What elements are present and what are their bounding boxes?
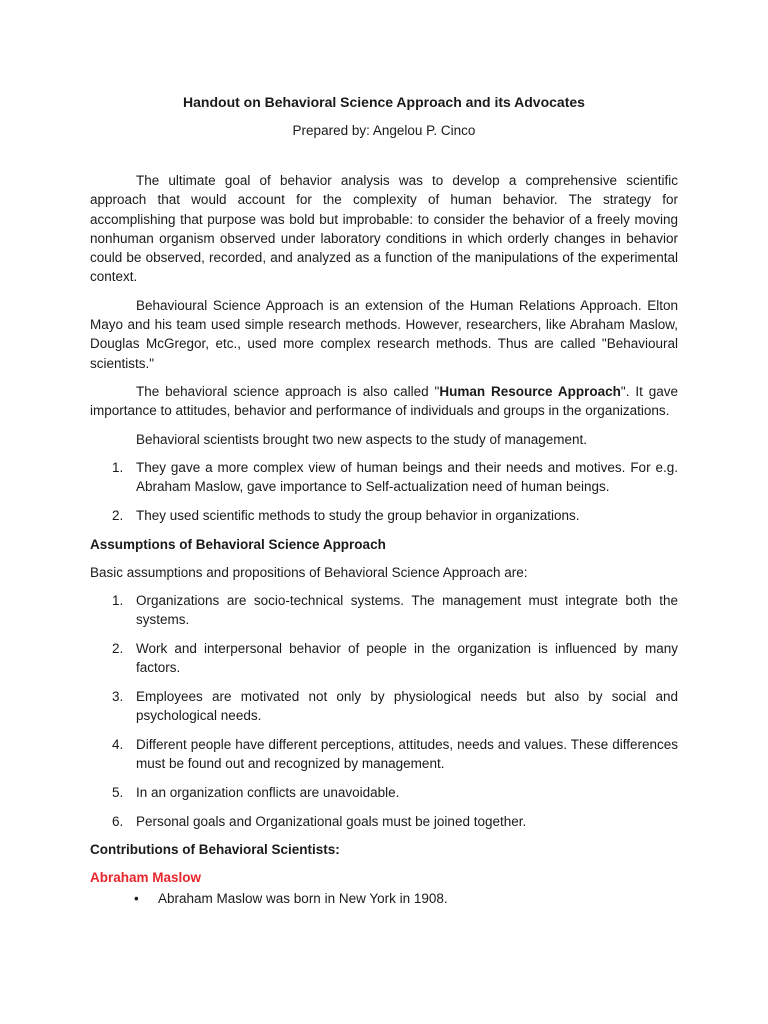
list-number: 4. bbox=[112, 737, 124, 753]
list-item bbox=[90, 506, 678, 525]
assumptions-list bbox=[90, 591, 678, 831]
list-item-text: They gave a more complex view of human beings and their needs and motives. For e.g. Abraham Maslow, gave importance to Self-actualization need of human beings. bbox=[136, 459, 678, 495]
author-line: Prepared by: Angelou P. Cinco bbox=[292, 123, 476, 138]
list-item-text: Personal goals and Organizational goals must be joined together. bbox=[136, 813, 527, 829]
paragraph-text: The behavioral science approach is also called " bbox=[136, 383, 440, 399]
assumptions-heading: Assumptions of Behavioral Science Approach bbox=[90, 536, 386, 552]
list-number: 1. bbox=[112, 592, 124, 608]
human-resource-approach-term: Human Resource Approach bbox=[439, 383, 621, 399]
list-number: 3. bbox=[112, 688, 124, 704]
maslow-heading: Abraham Maslow bbox=[90, 870, 202, 886]
list-item-text: Employees are motivated not only by physiological needs but also by social and psychological needs. bbox=[136, 688, 678, 724]
list-item bbox=[90, 458, 678, 497]
maslow-facts-list bbox=[90, 889, 678, 908]
contributions-heading: Contributions of Behavioral Scientists: bbox=[90, 842, 340, 858]
paragraph-behavior-analysis: The ultimate goal of behavior analysis was to develop a comprehensive scientific approach that would account for the complexity of human behavior. The strategy for accomplishing that purpose was bold but improbable: to consider the behavior of a freely moving nonhuman organism observed under laboratory conditions in which orderly changes in behavior could be observed, recorded, and analyzed as a function of the manipulations of the experimental context. bbox=[90, 173, 678, 285]
list-item bbox=[90, 812, 678, 831]
list-item-text: They used scientific methods to study the group behavior in organizations. bbox=[136, 508, 580, 524]
list-item bbox=[90, 591, 678, 630]
paragraph-human-resource-approach bbox=[90, 382, 678, 421]
assumptions-intro: Basic assumptions and propositions of Behavioral Science Approach are: bbox=[90, 564, 528, 580]
paragraph-two-aspects: Behavioral scientists brought two new aspects to the study of management. bbox=[136, 431, 587, 447]
bullet-glyph: • bbox=[134, 891, 139, 907]
document-page bbox=[90, 93, 678, 908]
list-item-text: Organizations are socio-technical systems. The management must integrate both the systems. bbox=[136, 592, 678, 628]
list-item-text: Different people have different perceptions, attitudes, needs and values. These differences must be found out and recognized by management. bbox=[136, 737, 678, 772]
list-number: 2. bbox=[112, 640, 124, 656]
list-number: 1. bbox=[112, 459, 124, 475]
list-item bbox=[90, 783, 678, 802]
bullet-item bbox=[90, 889, 678, 908]
list-number: 2. bbox=[112, 508, 124, 524]
list-item bbox=[90, 639, 678, 678]
list-item-text: In an organization conflicts are unavoidable. bbox=[136, 785, 400, 801]
document-title: Handout on Behavioral Science Approach and its Advocates bbox=[183, 94, 585, 110]
list-item bbox=[90, 687, 678, 726]
bullet-item-text: Abraham Maslow was born in New York in 1908. bbox=[158, 891, 448, 907]
list-item bbox=[90, 735, 678, 774]
list-item-text: Work and interpersonal behavior of people in the organization is influenced by many factors. bbox=[136, 640, 678, 676]
aspects-list bbox=[90, 458, 678, 526]
list-number: 6. bbox=[112, 813, 124, 829]
paragraph-behavioural-science-approach: Behavioural Science Approach is an extension of the Human Relations Approach. Elton Mayo and his team used simple research methods. However, researchers, like Abraham Maslow, Douglas McGregor, etc., used more complex research methods. Thus are called "Behavioural scientists." bbox=[90, 297, 678, 371]
list-number: 5. bbox=[112, 785, 124, 801]
paragraph-text: ". It gave importance to attitudes, behavior and performance of individuals and groups in the organizations. bbox=[90, 383, 678, 419]
